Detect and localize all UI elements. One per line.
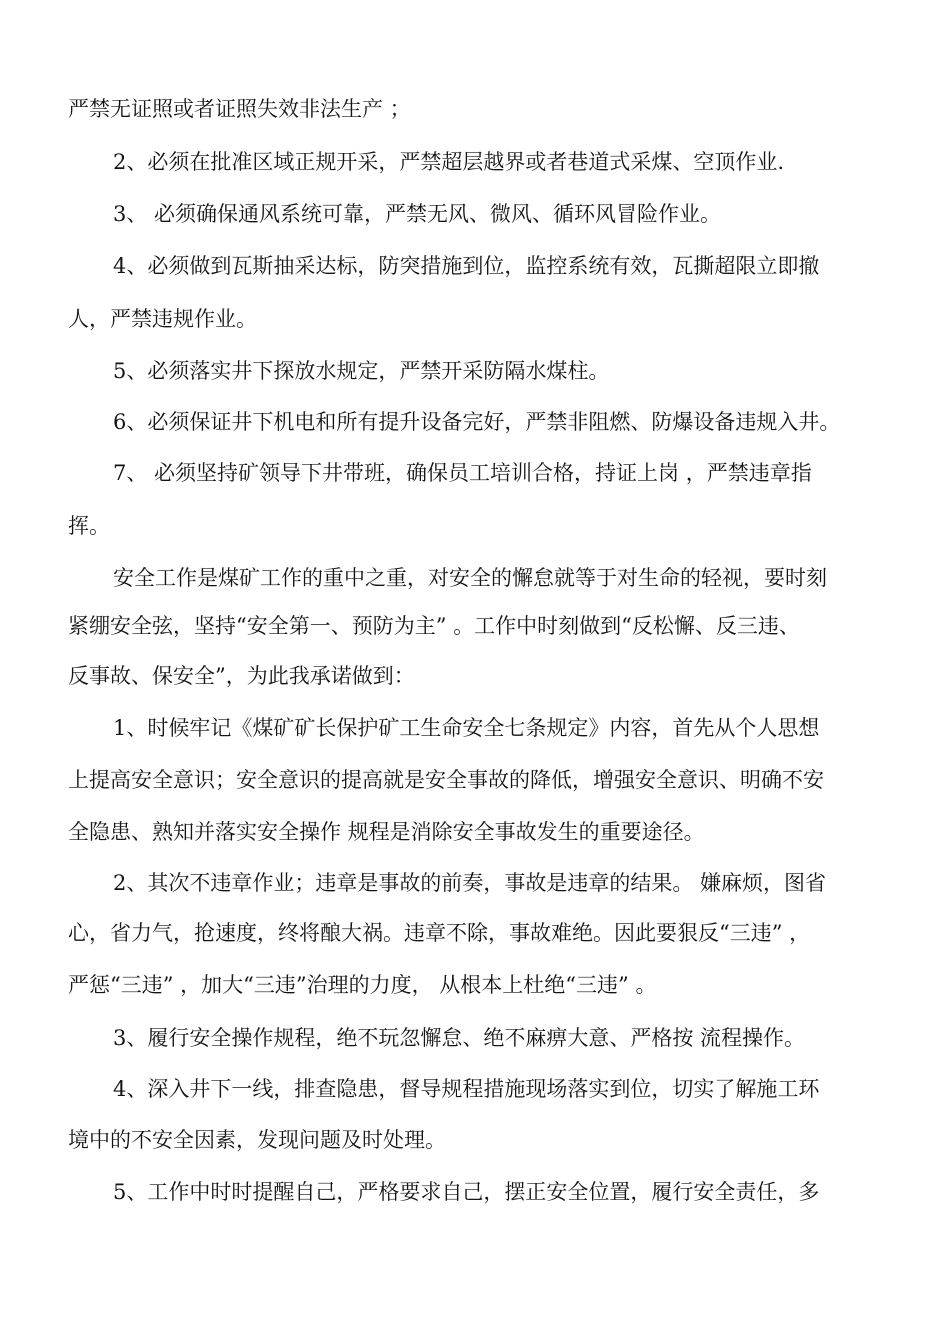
text-line: 5、必须落实井下探放水规定，严禁开采防隔水煤柱。 <box>113 359 610 383</box>
text-line: 安全工作是煤矿工作的重中之重，对安全的懈怠就等于对生命的轻视，要时刻 <box>113 566 827 590</box>
text-line: 5、工作中时时提醒自己，严格要求自己，摆正安全位置，履行安全责任，多 <box>113 1180 820 1204</box>
text-line: 人，严禁违规作业。 <box>68 307 257 331</box>
text-line: 严禁无证照或者证照失效非法生产 ； <box>68 97 411 121</box>
text-line: 3、履行安全操作规程，绝不玩忽懈怠、绝不麻痹大意、严格按 流程操作。 <box>113 1026 806 1050</box>
text-line: 2、必须在批准区域正规开采，严禁超层越界或者巷道式采煤、空顶作业. <box>113 150 785 174</box>
text-line: 严惩“三违” ，加大“三违”治理的力度， 从根本上杜绝“三违” 。 <box>68 973 657 997</box>
text-line: 全隐患、熟知并落实安全操作 规程是消除安全事故发生的重要途径。 <box>68 820 705 844</box>
text-line: 上提高安全意识；安全意识的提高就是安全事故的降低，增强安全意识、明确不安 <box>68 768 824 792</box>
text-line: 4、必须做到瓦斯抽采达标，防突措施到位，监控系统有效，瓦撕超限立即撤 <box>113 254 820 278</box>
text-line: 4、深入井下一线，排查隐患，督导规程措施现场落实到位，切实了解施工环 <box>113 1077 820 1101</box>
text-line: 2、其次不违章作业；违章是事故的前奏，事故是违章的结果。 嫌麻烦，图省 <box>113 871 827 895</box>
text-line: 紧绷安全弦，坚持“安全第一、预防为主” 。工作中时刻做到“反松懈、反三违、 <box>68 614 800 638</box>
text-line: 境中的不安全因素，发现问题及时处理。 <box>68 1128 446 1152</box>
text-line: 反事故、保安全”，为此我承诺做到： <box>68 664 415 688</box>
text-line: 挥。 <box>68 514 110 538</box>
text-line: 6、必须保证井下机电和所有提升设备完好，严禁非阻燃、防爆设备违规入井。 <box>113 410 841 434</box>
text-line: 1、时候牢记《煤矿矿长保护矿工生命安全七条规定》内容，首先从个人思想 <box>113 716 820 740</box>
text-line: 心，省力气，抢速度，终将酿大祸。违章不除，事故难绝。因此要狠反“三违” ， <box>68 921 811 945</box>
text-line: 3、 必须确保通风系统可靠，严禁无风、微风、循环风冒险作业。 <box>113 202 722 226</box>
text-line: 7、 必须坚持矿领导下井带班，确保员工培训合格，持证上岗 ，严禁违章指 <box>113 461 812 485</box>
